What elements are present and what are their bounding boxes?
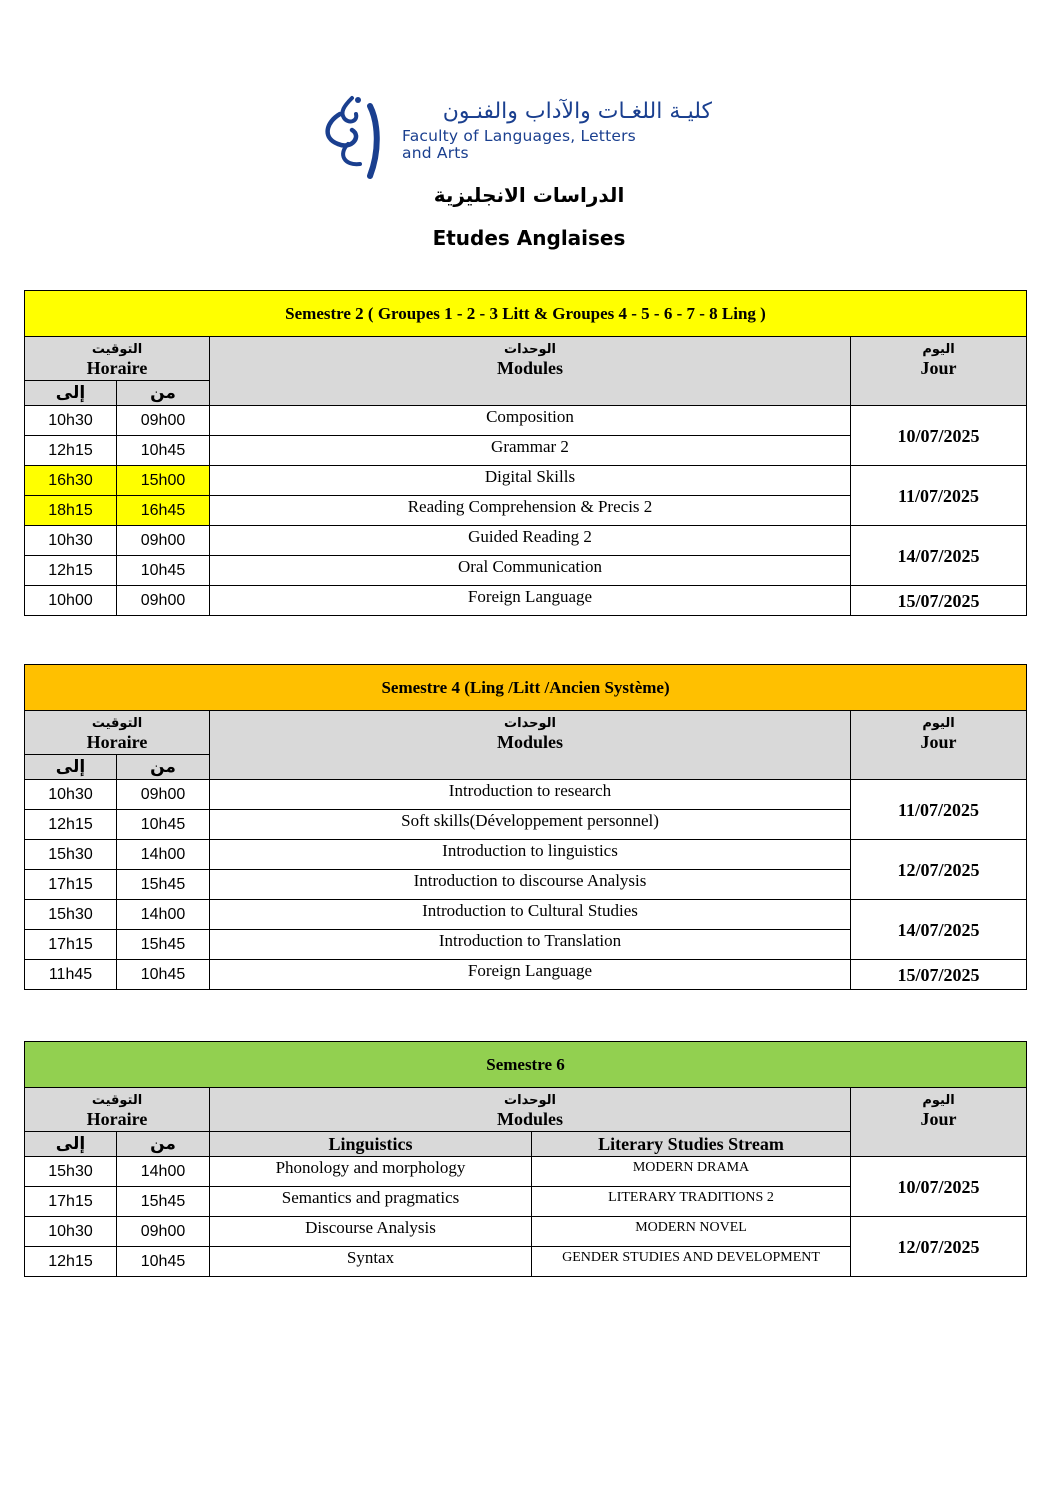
end-time: 17h15 [25,1187,117,1217]
modules-ar: الوحدات [504,342,556,357]
end-time: 12h15 [25,1247,117,1277]
linguistics-module: Discourse Analysis [210,1217,532,1247]
start-time: 15h00 [117,466,210,496]
jour-header [851,337,1027,406]
literary-module: MODERN NOVEL [532,1217,851,1247]
horaire-label: Horaire [86,357,148,378]
modules-header [210,711,851,780]
module-name: Introduction to Translation [210,930,851,960]
horaire-label: Horaire [86,1108,148,1129]
from-label: من [117,755,210,780]
module-name: Introduction to Cultural Studies [210,900,851,930]
exam-date: 15/07/2025 [851,960,1027,990]
start-time: 14h00 [117,900,210,930]
end-time: 17h15 [25,930,117,960]
jour-label: Jour [920,732,957,752]
module-name: Digital Skills [210,466,851,496]
exam-date: 14/07/2025 [851,526,1027,586]
table-row [25,1157,1027,1187]
module-name: Foreign Language [210,960,851,990]
table-row [25,406,1027,436]
jour-ar: اليوم [922,716,955,731]
exam-date: 10/07/2025 [851,406,1027,466]
module-name: Introduction to discourse Analysis [210,870,851,900]
horaire-ar: التوقيت [91,341,143,357]
start-time: 09h00 [117,780,210,810]
start-time: 09h00 [117,526,210,556]
to-label: إلى [25,381,117,406]
end-time: 10h30 [25,780,117,810]
start-time: 09h00 [117,586,210,616]
exam-date: 10/07/2025 [851,1157,1027,1217]
start-time: 10h45 [117,810,210,840]
jour-label: Jour [920,358,957,378]
linguistics-column-header: Linguistics [210,1132,532,1157]
end-time: 18h15 [25,496,117,526]
table-row [25,466,1027,496]
literary-module: GENDER STUDIES AND DEVELOPMENT [532,1247,851,1277]
jour-header [851,711,1027,780]
exam-date: 11/07/2025 [851,780,1027,840]
from-label: من [117,1132,210,1157]
horaire-header [25,1088,210,1132]
module-name: Reading Comprehension & Precis 2 [210,496,851,526]
end-time: 10h00 [25,586,117,616]
start-time: 10h45 [117,1247,210,1277]
literary-module: LITERARY TRADITIONS 2 [532,1187,851,1217]
end-time: 12h15 [25,556,117,586]
start-time: 10h45 [117,436,210,466]
end-time: 17h15 [25,870,117,900]
table-row [25,586,1027,616]
exam-date: 15/07/2025 [851,586,1027,616]
start-time: 15h45 [117,930,210,960]
exam-date: 12/07/2025 [851,1217,1027,1277]
logo-english-line2: and Arts [402,144,469,162]
from-label: من [117,381,210,406]
jour-ar: اليوم [922,1093,955,1108]
start-time: 14h00 [117,1157,210,1187]
start-time: 15h45 [117,1187,210,1217]
semestre-2-title: Semestre 2 ( Groupes 1 - 2 - 3 Litt & Groupes 4 - 5 - 6 - 7 - 8 Ling ) [25,291,1027,337]
module-name: Composition [210,406,851,436]
end-time: 10h30 [25,406,117,436]
end-time: 15h30 [25,840,117,870]
jour-label: Jour [920,1109,957,1129]
semestre-2-table [24,290,1027,616]
table-row [25,900,1027,930]
end-time: 16h30 [25,466,117,496]
logo-english-text [402,128,636,162]
end-time: 12h15 [25,810,117,840]
end-time: 10h30 [25,1217,117,1247]
modules-ar: الوحدات [504,716,556,731]
start-time: 14h00 [117,840,210,870]
end-time: 10h30 [25,526,117,556]
table-row [25,780,1027,810]
start-time: 09h00 [117,406,210,436]
start-time: 16h45 [117,496,210,526]
to-label: إلى [25,755,117,780]
exam-date: 12/07/2025 [851,840,1027,900]
start-time: 15h45 [117,870,210,900]
modules-ar: الوحدات [504,1092,556,1108]
exam-date: 11/07/2025 [851,466,1027,526]
table-row [25,960,1027,990]
module-name: Introduction to research [210,780,851,810]
module-name: Oral Communication [210,556,851,586]
exam-date: 14/07/2025 [851,900,1027,960]
linguistics-module: Phonology and morphology [210,1157,532,1187]
module-name: Introduction to linguistics [210,840,851,870]
start-time: 10h45 [117,556,210,586]
modules-header [210,1088,851,1132]
end-time: 15h30 [25,900,117,930]
modules-label: Modules [496,732,563,752]
literary-module: MODERN DRAMA [532,1157,851,1187]
linguistics-module: Semantics and pragmatics [210,1187,532,1217]
start-time: 09h00 [117,1217,210,1247]
page-title-arabic: الدراسات الانجليزية [433,183,625,207]
logo-arabic-text: كليـة اللغـات والآداب والفنـون [442,99,712,124]
semestre-6-title: Semestre 6 [25,1042,1027,1088]
module-name: Soft skills(Développement personnel) [210,810,851,840]
horaire-ar: التوقيت [91,1092,143,1108]
modules-header [210,337,851,406]
horaire-header [25,337,210,381]
linguistics-module: Syntax [210,1247,532,1277]
page-title: Etudes Anglaises [432,226,626,250]
end-time: 15h30 [25,1157,117,1187]
jour-header [851,1088,1027,1157]
jour-ar: اليوم [922,342,955,357]
start-time: 10h45 [117,960,210,990]
to-label: إلى [25,1132,117,1157]
table-row [25,840,1027,870]
modules-label: Modules [496,358,563,378]
module-name: Foreign Language [210,586,851,616]
faculty-logo [318,92,718,182]
semestre-6-table [24,1041,1027,1277]
modules-label: Modules [496,1108,563,1129]
logo-english-line1: Faculty of Languages, Letters [402,127,636,145]
end-time: 12h15 [25,436,117,466]
literary-studies-column-header: Literary Studies Stream [532,1132,851,1157]
module-name: Guided Reading 2 [210,526,851,556]
module-name: Grammar 2 [210,436,851,466]
table-row [25,1217,1027,1247]
semestre-4-table [24,664,1027,990]
horaire-header [25,711,210,755]
end-time: 11h45 [25,960,117,990]
horaire-label: Horaire [86,731,148,752]
semestre-4-title: Semestre 4 (Ling /Litt /Ancien Système) [25,665,1027,711]
horaire-ar: التوقيت [91,715,143,731]
faculty-emblem-icon [318,92,398,182]
table-row [25,526,1027,556]
